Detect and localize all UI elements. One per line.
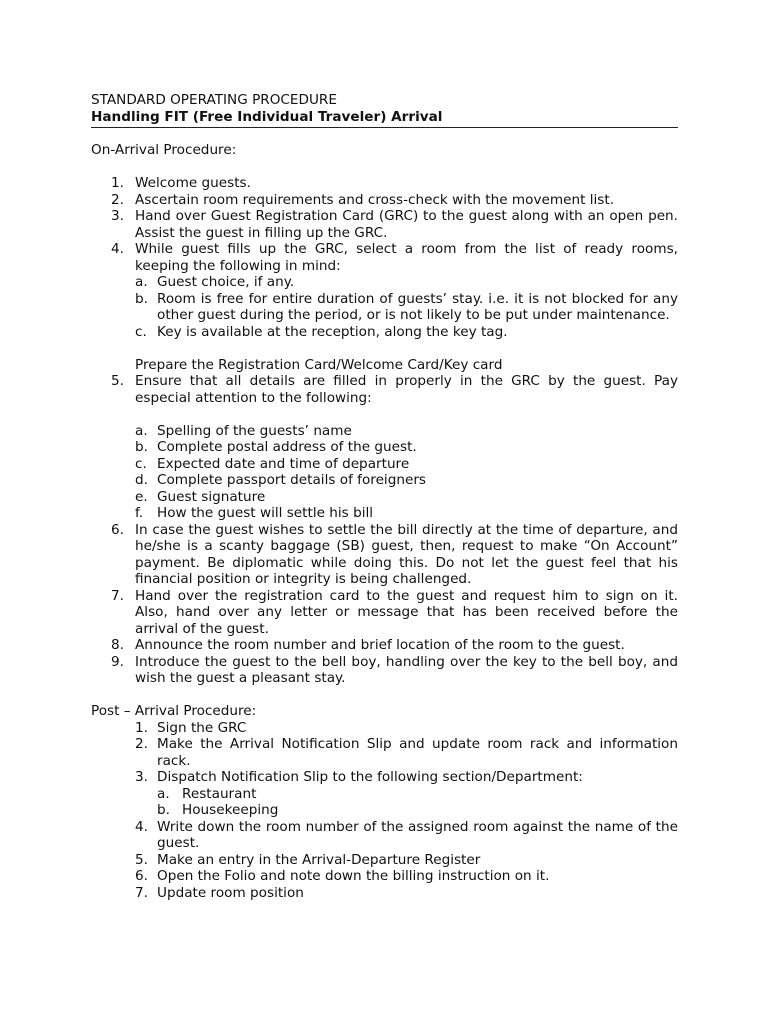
notification-departments-list — [91, 786, 678, 819]
sub-item-letter: c. — [135, 323, 147, 340]
on-arrival-step — [91, 654, 678, 687]
step-number: 3. — [111, 208, 124, 224]
sub-item-text: Housekeeping — [182, 802, 279, 818]
sub-list-item — [91, 274, 678, 291]
post-arrival-later-steps-list — [91, 819, 678, 902]
step-text: In case the guest wishes to settle the bill directly at the time of departure, and he/she is a scanty baggage (SB) guest, then, request to make “On Account” payment. Be diplomatic while doing this. Do not let the guest feel that his financial position or integrity is being challenged. — [135, 521, 678, 587]
sub-item-text: Room is free for entire duration of guests’ stay. i.e. it is not blocked for any other guest during the period, or is not likely to be put under maintenance. — [157, 290, 678, 323]
step-text: While guest fills up the GRC, select a room from the list of ready rooms, keeping the following in mind: — [135, 241, 678, 274]
sub-list-item — [91, 439, 678, 456]
sub-list-item — [91, 472, 678, 489]
step-number: 8. — [111, 637, 124, 653]
on-arrival-step — [91, 637, 678, 654]
post-arrival-step — [91, 885, 678, 902]
sub-list-item — [91, 324, 678, 341]
sub-item-letter: b. — [135, 290, 148, 307]
sub-item-letter: f. — [135, 505, 144, 521]
step-number: 5. — [135, 851, 148, 868]
post-arrival-step — [91, 736, 678, 769]
step-number: 7. — [111, 587, 124, 604]
step-number: 2. — [111, 191, 124, 208]
post-arrival-steps-list — [91, 720, 678, 786]
on-arrival-step — [91, 241, 678, 274]
sub-item-letter: b. — [157, 802, 170, 818]
post-arrival-step — [91, 852, 678, 869]
step-number: 1. — [135, 719, 148, 736]
sub-list-item — [91, 786, 678, 803]
step-text: Update room position — [157, 884, 304, 901]
prepare-cards-note: Prepare the Registration Card/Welcome Card/Key card — [135, 356, 503, 373]
sub-item-letter: e. — [135, 488, 148, 505]
sub-item-letter: c. — [135, 455, 147, 472]
room-selection-criteria-list — [91, 274, 678, 340]
step-text: Dispatch Notification Slip to the following section/Department: — [157, 769, 583, 785]
on-arrival-step — [91, 192, 678, 209]
document-subtitle: Handling FIT (Free Individual Traveler) Arrival — [91, 108, 443, 125]
on-arrival-step — [91, 175, 678, 192]
post-arrival-step — [91, 720, 678, 737]
step-number: 7. — [135, 884, 148, 901]
step-text: Hand over the registration card to the guest and request him to sign on it. Also, hand over any letter or message that has been received before the arrival of the guest. — [135, 587, 678, 637]
on-arrival-heading: On-Arrival Procedure: — [91, 142, 237, 158]
on-arrival-step-5-list — [91, 373, 678, 406]
sub-item-letter: d. — [135, 472, 148, 488]
sub-item-letter: a. — [135, 422, 148, 439]
sub-item-text: Guest signature — [157, 488, 266, 505]
grc-details-checklist — [91, 423, 678, 522]
step-text: Make an entry in the Arrival-Departure Register — [157, 851, 481, 868]
step-text: Open the Folio and note down the billing instruction on it. — [157, 868, 550, 884]
post-arrival-heading: Post – Arrival Procedure: — [91, 703, 257, 719]
post-arrival-step — [91, 769, 678, 786]
sub-list-item — [91, 423, 678, 440]
sub-item-letter: a. — [157, 785, 170, 802]
step-number: 6. — [111, 521, 124, 538]
sub-list-item — [91, 456, 678, 473]
step-number: 4. — [135, 818, 148, 835]
step-number: 1. — [111, 175, 124, 191]
step-text: Announce the room number and brief location of the room to the guest. — [135, 637, 625, 653]
step-text: Make the Arrival Notification Slip and update room rack and information rack. — [157, 736, 678, 769]
sub-list-item — [91, 291, 678, 324]
step-text: Ensure that all details are filled in properly in the GRC by the guest. Pay especial attention to the following: — [135, 373, 678, 406]
step-number: 9. — [111, 653, 124, 670]
post-arrival-step — [91, 868, 678, 885]
step-text: Ascertain room requirements and cross-check with the movement list. — [135, 191, 615, 208]
sub-item-text: Guest choice, if any. — [157, 274, 295, 290]
sub-item-text: How the guest will settle his bill — [157, 505, 374, 521]
sub-item-letter: b. — [135, 439, 148, 455]
post-arrival-step — [91, 819, 678, 852]
on-arrival-step — [91, 522, 678, 588]
document-page — [91, 92, 678, 901]
sub-item-letter: a. — [135, 274, 148, 290]
sub-item-text: Key is available at the reception, along the key tag. — [157, 323, 508, 340]
on-arrival-step — [91, 373, 678, 406]
step-number: 2. — [135, 736, 148, 752]
step-text: Sign the GRC — [157, 719, 247, 736]
step-text: Hand over Guest Registration Card (GRC) to the guest along with an open pen. Assist the guest in filling up the GRC. — [135, 208, 678, 241]
step-text: Introduce the guest to the bell boy, handling over the key to the bell boy, and wish the guest a pleasant stay. — [135, 653, 678, 686]
sub-list-item — [91, 802, 678, 819]
on-arrival-step — [91, 588, 678, 638]
sub-item-text: Spelling of the guests’ name — [157, 422, 352, 439]
sub-item-text: Complete passport details of foreigners — [157, 472, 426, 488]
step-number: 5. — [111, 373, 124, 389]
sub-item-text: Restaurant — [182, 785, 257, 802]
step-number: 4. — [111, 241, 124, 257]
document-title: STANDARD OPERATING PROCEDURE — [91, 92, 337, 108]
step-text: Write down the room number of the assigned room against the name of the guest. — [157, 818, 678, 851]
step-text: Welcome guests. — [135, 175, 251, 191]
sub-item-text: Expected date and time of departure — [157, 455, 410, 472]
sub-item-text: Complete postal address of the guest. — [157, 439, 417, 455]
sub-list-item — [91, 505, 678, 522]
step-number: 3. — [135, 769, 148, 785]
on-arrival-later-steps-list — [91, 522, 678, 687]
on-arrival-steps-list — [91, 175, 678, 274]
sub-list-item — [91, 489, 678, 506]
on-arrival-step — [91, 208, 678, 241]
step-number: 6. — [135, 868, 148, 884]
